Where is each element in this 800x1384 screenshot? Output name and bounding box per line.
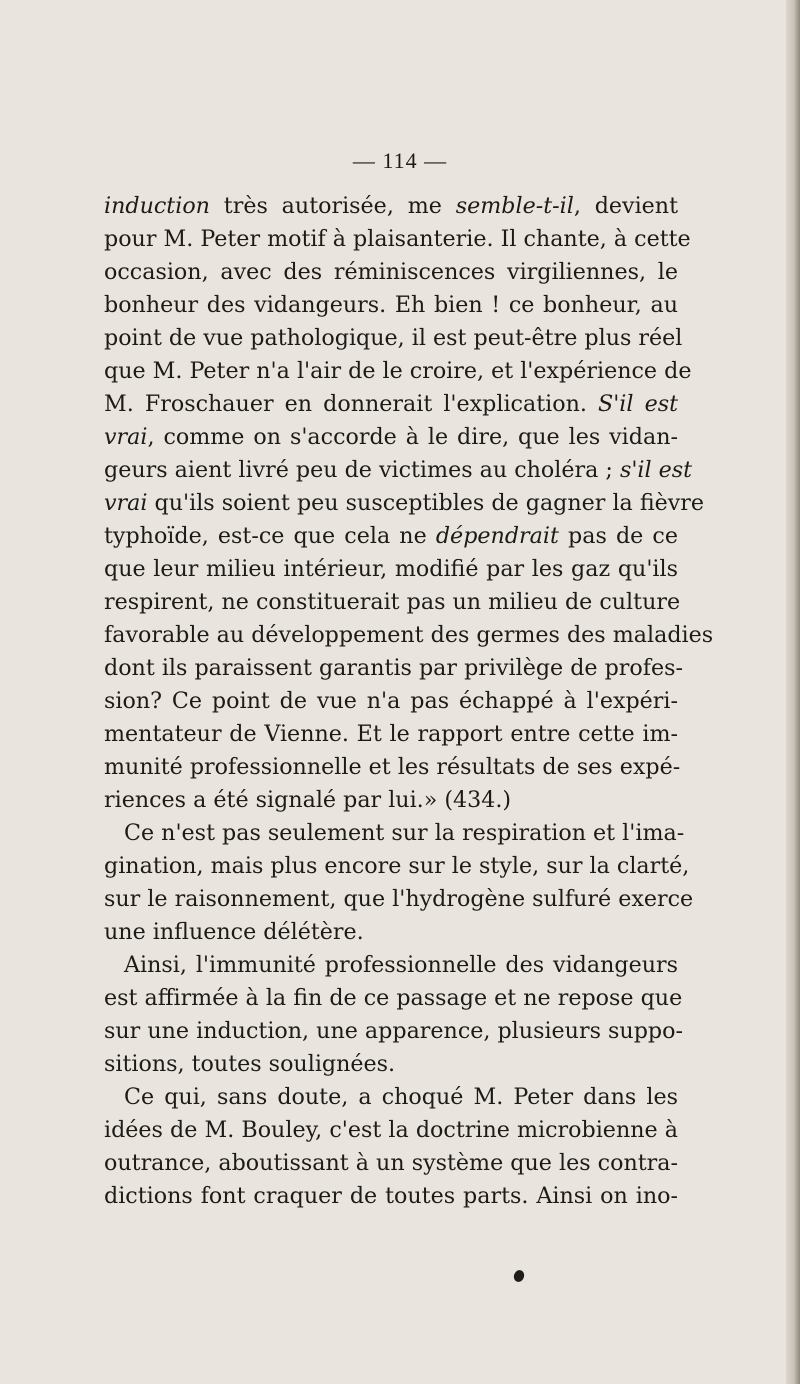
- text-line: [104, 916, 678, 949]
- text-segment: M. Froschauer en donnerait l'explication.: [104, 391, 598, 417]
- text-segment: sur une induction, une apparence, plusieurs suppo-: [104, 1018, 683, 1044]
- text-line: [104, 784, 678, 817]
- text-segment: respirent, ne constituerait pas un milieu de culture: [104, 589, 681, 615]
- italic-text: s'il est: [619, 457, 693, 483]
- text-segment: point de vue pathologique, il est peut-être plus réel: [104, 325, 683, 351]
- page-number: — 114 —: [352, 148, 448, 173]
- text-line: [104, 1015, 683, 1048]
- text-line: [104, 619, 714, 652]
- text-segment: pour M. Peter motif à plaisanterie. Il chante, à cette: [104, 226, 691, 252]
- italic-text: dépendrait: [435, 523, 559, 549]
- text-segment: que leur milieu intérieur, modifié par les gaz qu'ils: [104, 556, 678, 582]
- text-segment: pas de ce: [558, 523, 678, 549]
- text-line: [104, 256, 678, 289]
- text-line: [104, 850, 690, 883]
- text-segment: sitions, toutes soulignées.: [104, 1051, 396, 1077]
- text-segment: outrance, aboutissant à un système que les contra-: [104, 1150, 678, 1176]
- text-line: [104, 949, 678, 982]
- italic-text: S'il est: [598, 391, 678, 417]
- text-line: [104, 487, 705, 520]
- text-line: [104, 388, 678, 421]
- text-line: [104, 652, 683, 685]
- text-segment: sion? Ce point de vue n'a pas échappé à l'expéri-: [104, 688, 678, 714]
- text-line: [104, 718, 678, 751]
- text-segment: dont ils paraissent garantis par privilège de profes-: [104, 655, 683, 681]
- text-segment: idées de M. Bouley, c'est la doctrine microbienne à: [104, 1117, 678, 1143]
- text-segment: , comme on s'accorde à le dire, que les vidan-: [147, 424, 678, 450]
- text-line: [104, 190, 678, 223]
- italic-text: vrai: [104, 424, 148, 450]
- text-line: [104, 982, 683, 1015]
- text-line: [104, 355, 692, 388]
- text-segment: mentateur de Vienne. Et le rapport entre cette im-: [104, 721, 678, 747]
- text-segment: bonheur des vidangeurs. Eh bien ! ce bonheur, au: [104, 292, 678, 318]
- text-line: [104, 1114, 678, 1147]
- text-segment: dictions font craquer de toutes parts. Ainsi on ino-: [104, 1183, 678, 1209]
- text-segment: typhoïde, est-ce que cela ne: [104, 523, 436, 549]
- text-segment: est affirmée à la fin de ce passage et ne repose que: [104, 985, 683, 1011]
- body-text: [104, 190, 714, 1213]
- text-segment: munité professionnelle et les résultats de ses expé-: [104, 754, 681, 780]
- text-line: [104, 685, 678, 718]
- text-segment: une influence délétère.: [104, 919, 364, 945]
- text-line: [104, 1180, 678, 1213]
- text-line: [104, 520, 678, 553]
- text-line: [104, 289, 678, 322]
- text-segment: qu'ils soient peu susceptibles de gagner la fièvre: [147, 490, 705, 516]
- text-line: [104, 817, 685, 850]
- italic-text: induction: [104, 193, 210, 219]
- text-line: [104, 883, 694, 916]
- text-segment: favorable au développement des germes des maladies: [104, 622, 714, 648]
- ink-spot: [512, 1269, 526, 1284]
- text-segment: Ce qui, sans doute, a choqué M. Peter dans les: [124, 1084, 678, 1110]
- text-line: [104, 223, 691, 256]
- text-line: [104, 454, 693, 487]
- text-line: [104, 322, 683, 355]
- text-segment: Ainsi, l'immunité professionnelle des vidangeurs: [124, 952, 678, 978]
- text-segment: Ce n'est pas seulement sur la respiration et l'ima-: [124, 820, 685, 846]
- text-line: [104, 1048, 678, 1081]
- text-line: [104, 751, 681, 784]
- text-segment: très autorisée, me: [209, 193, 456, 219]
- text-segment: que M. Peter n'a l'air de le croire, et l'expérience de: [104, 358, 692, 384]
- text-line: [104, 553, 678, 586]
- text-segment: occasion, avec des réminiscences virgiliennes, le: [104, 259, 678, 285]
- text-segment: geurs aient livré peu de victimes au choléra ;: [104, 457, 620, 483]
- text-line: [104, 1147, 678, 1180]
- text-segment: , devient: [573, 193, 678, 219]
- text-line: [104, 586, 681, 619]
- italic-text: vrai: [104, 490, 148, 516]
- text-line: [104, 421, 678, 454]
- text-segment: gination, mais plus encore sur le style, sur la clarté,: [104, 853, 690, 879]
- text-segment: riences a été signalé par lui.» (434.): [104, 787, 512, 813]
- text-segment: sur le raisonnement, que l'hydrogène sulfuré exerce: [104, 886, 694, 912]
- italic-text: semble-t-il: [455, 193, 574, 219]
- page-edge-shadow: [786, 0, 800, 1384]
- text-line: [104, 1081, 678, 1114]
